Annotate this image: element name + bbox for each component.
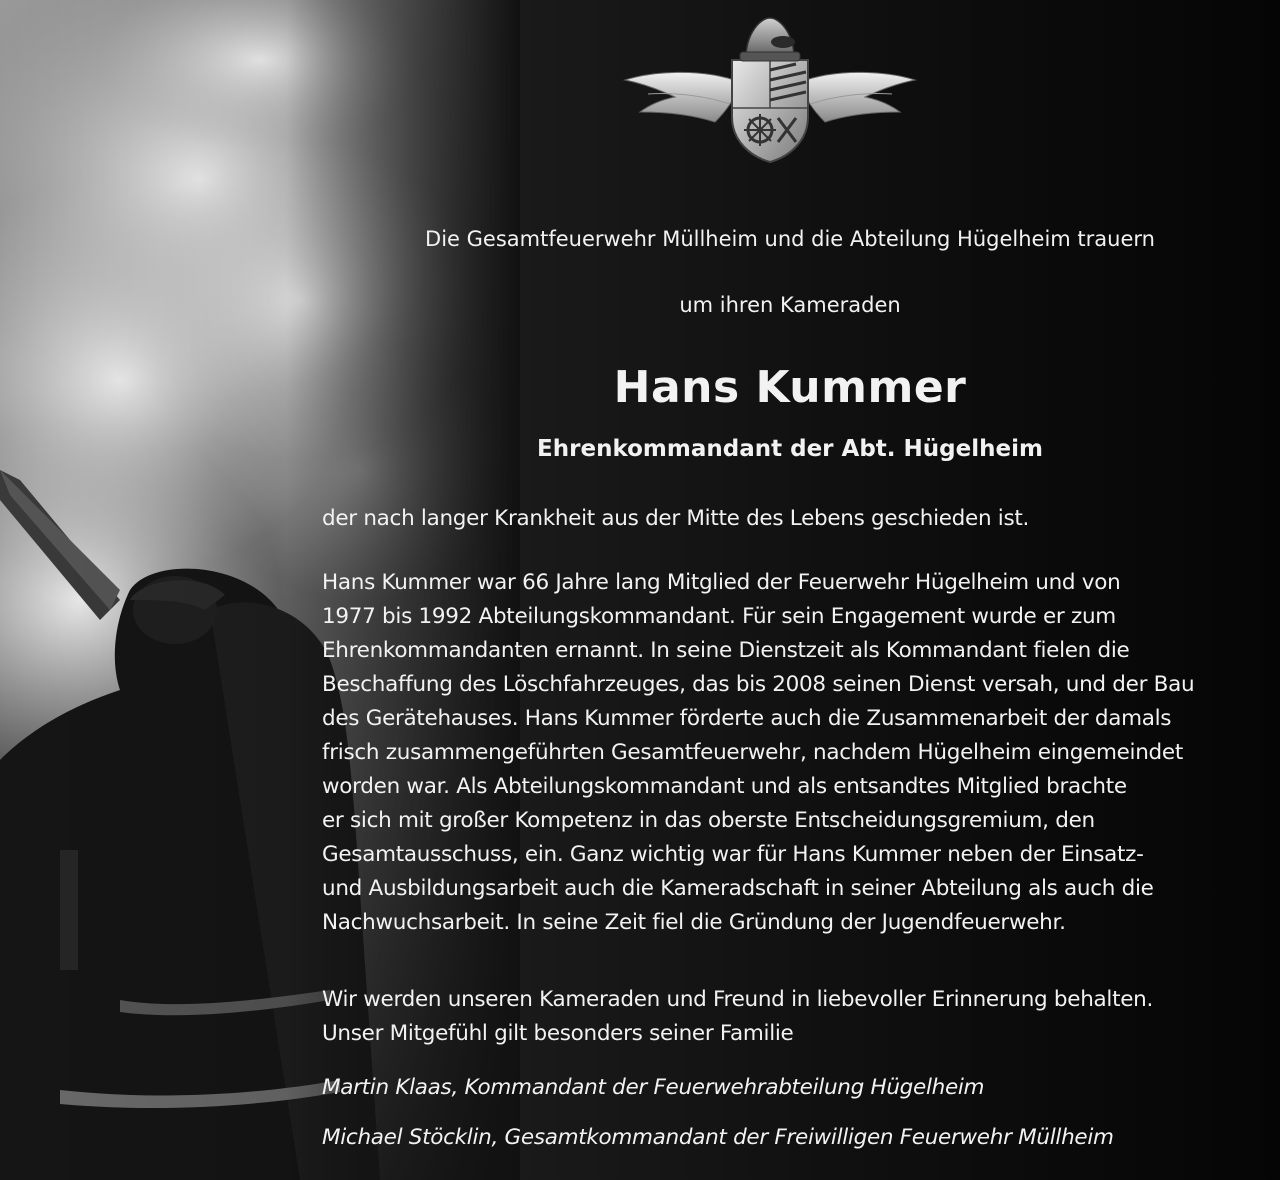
biography-line: Gesamtausschuss, ein. Ganz wichtig war für Hans Kummer neben der Einsatz- (322, 842, 1144, 867)
paragraph-remembrance (322, 983, 1272, 1051)
fire-brigade-winged-crest-icon (620, 12, 920, 168)
biography-line: er sich mit großer Kompetenz in das oberste Entscheidungsgremium, den (322, 808, 1095, 833)
deceased-name: Hans Kummer (613, 362, 967, 413)
biography-line: 1977 bis 1992 Abteilungskommandant. Für sein Engagement wurde er zum (322, 604, 1116, 629)
intro-line-1: Die Gesamtfeuerwehr Müllheim und die Abteilung Hügelheim trauern (425, 227, 1155, 251)
paragraph-biography (322, 566, 1272, 940)
biography-line: Nachwuchsarbeit. In seine Zeit fiel die Gründung der Jugendfeuerwehr. (322, 910, 1066, 935)
biography-line: und Ausbildungsarbeit auch die Kameradschaft in seiner Abteilung als auch die (322, 876, 1154, 901)
biography-line: Beschaffung des Löschfahrzeuges, das bis 2008 seinen Dienst versah, und der Bau (322, 672, 1195, 697)
biography-line: Ehrenkommandanten ernannt. In seine Dienstzeit als Kommandant fielen die (322, 638, 1130, 663)
remembrance-line: Unser Mitgefühl gilt besonders seiner Familie (322, 1021, 794, 1046)
remembrance-line: Wir werden unseren Kameraden und Freund in liebevoller Erinnerung behalten. (322, 987, 1153, 1012)
biography-line: frisch zusammengeführten Gesamtfeuerwehr, nachdem Hügelheim eingemeindet (322, 740, 1183, 765)
biography-line: des Gerätehauses. Hans Kummer förderte auch die Zusammenarbeit der damals (322, 706, 1172, 731)
paragraph-passing: der nach langer Krankheit aus der Mitte des Lebens geschieden ist. (322, 506, 1030, 531)
biography-line: Hans Kummer war 66 Jahre lang Mitglied der Feuerwehr Hügelheim und von (322, 570, 1121, 595)
intro-line-2: um ihren Kameraden (679, 293, 901, 317)
signature-commander-section: Martin Klaas, Kommandant der Feuerwehrabteilung Hügelheim (322, 1075, 985, 1100)
signature-overall-commander: Michael Stöcklin, Gesamtkommandant der Freiwilligen Feuerwehr Müllheim (322, 1125, 1114, 1150)
biography-line: worden war. Als Abteilungskommandant und als entsandtes Mitglied brachte (322, 774, 1127, 799)
deceased-title: Ehrenkommandant der Abt. Hügelheim (537, 436, 1043, 462)
